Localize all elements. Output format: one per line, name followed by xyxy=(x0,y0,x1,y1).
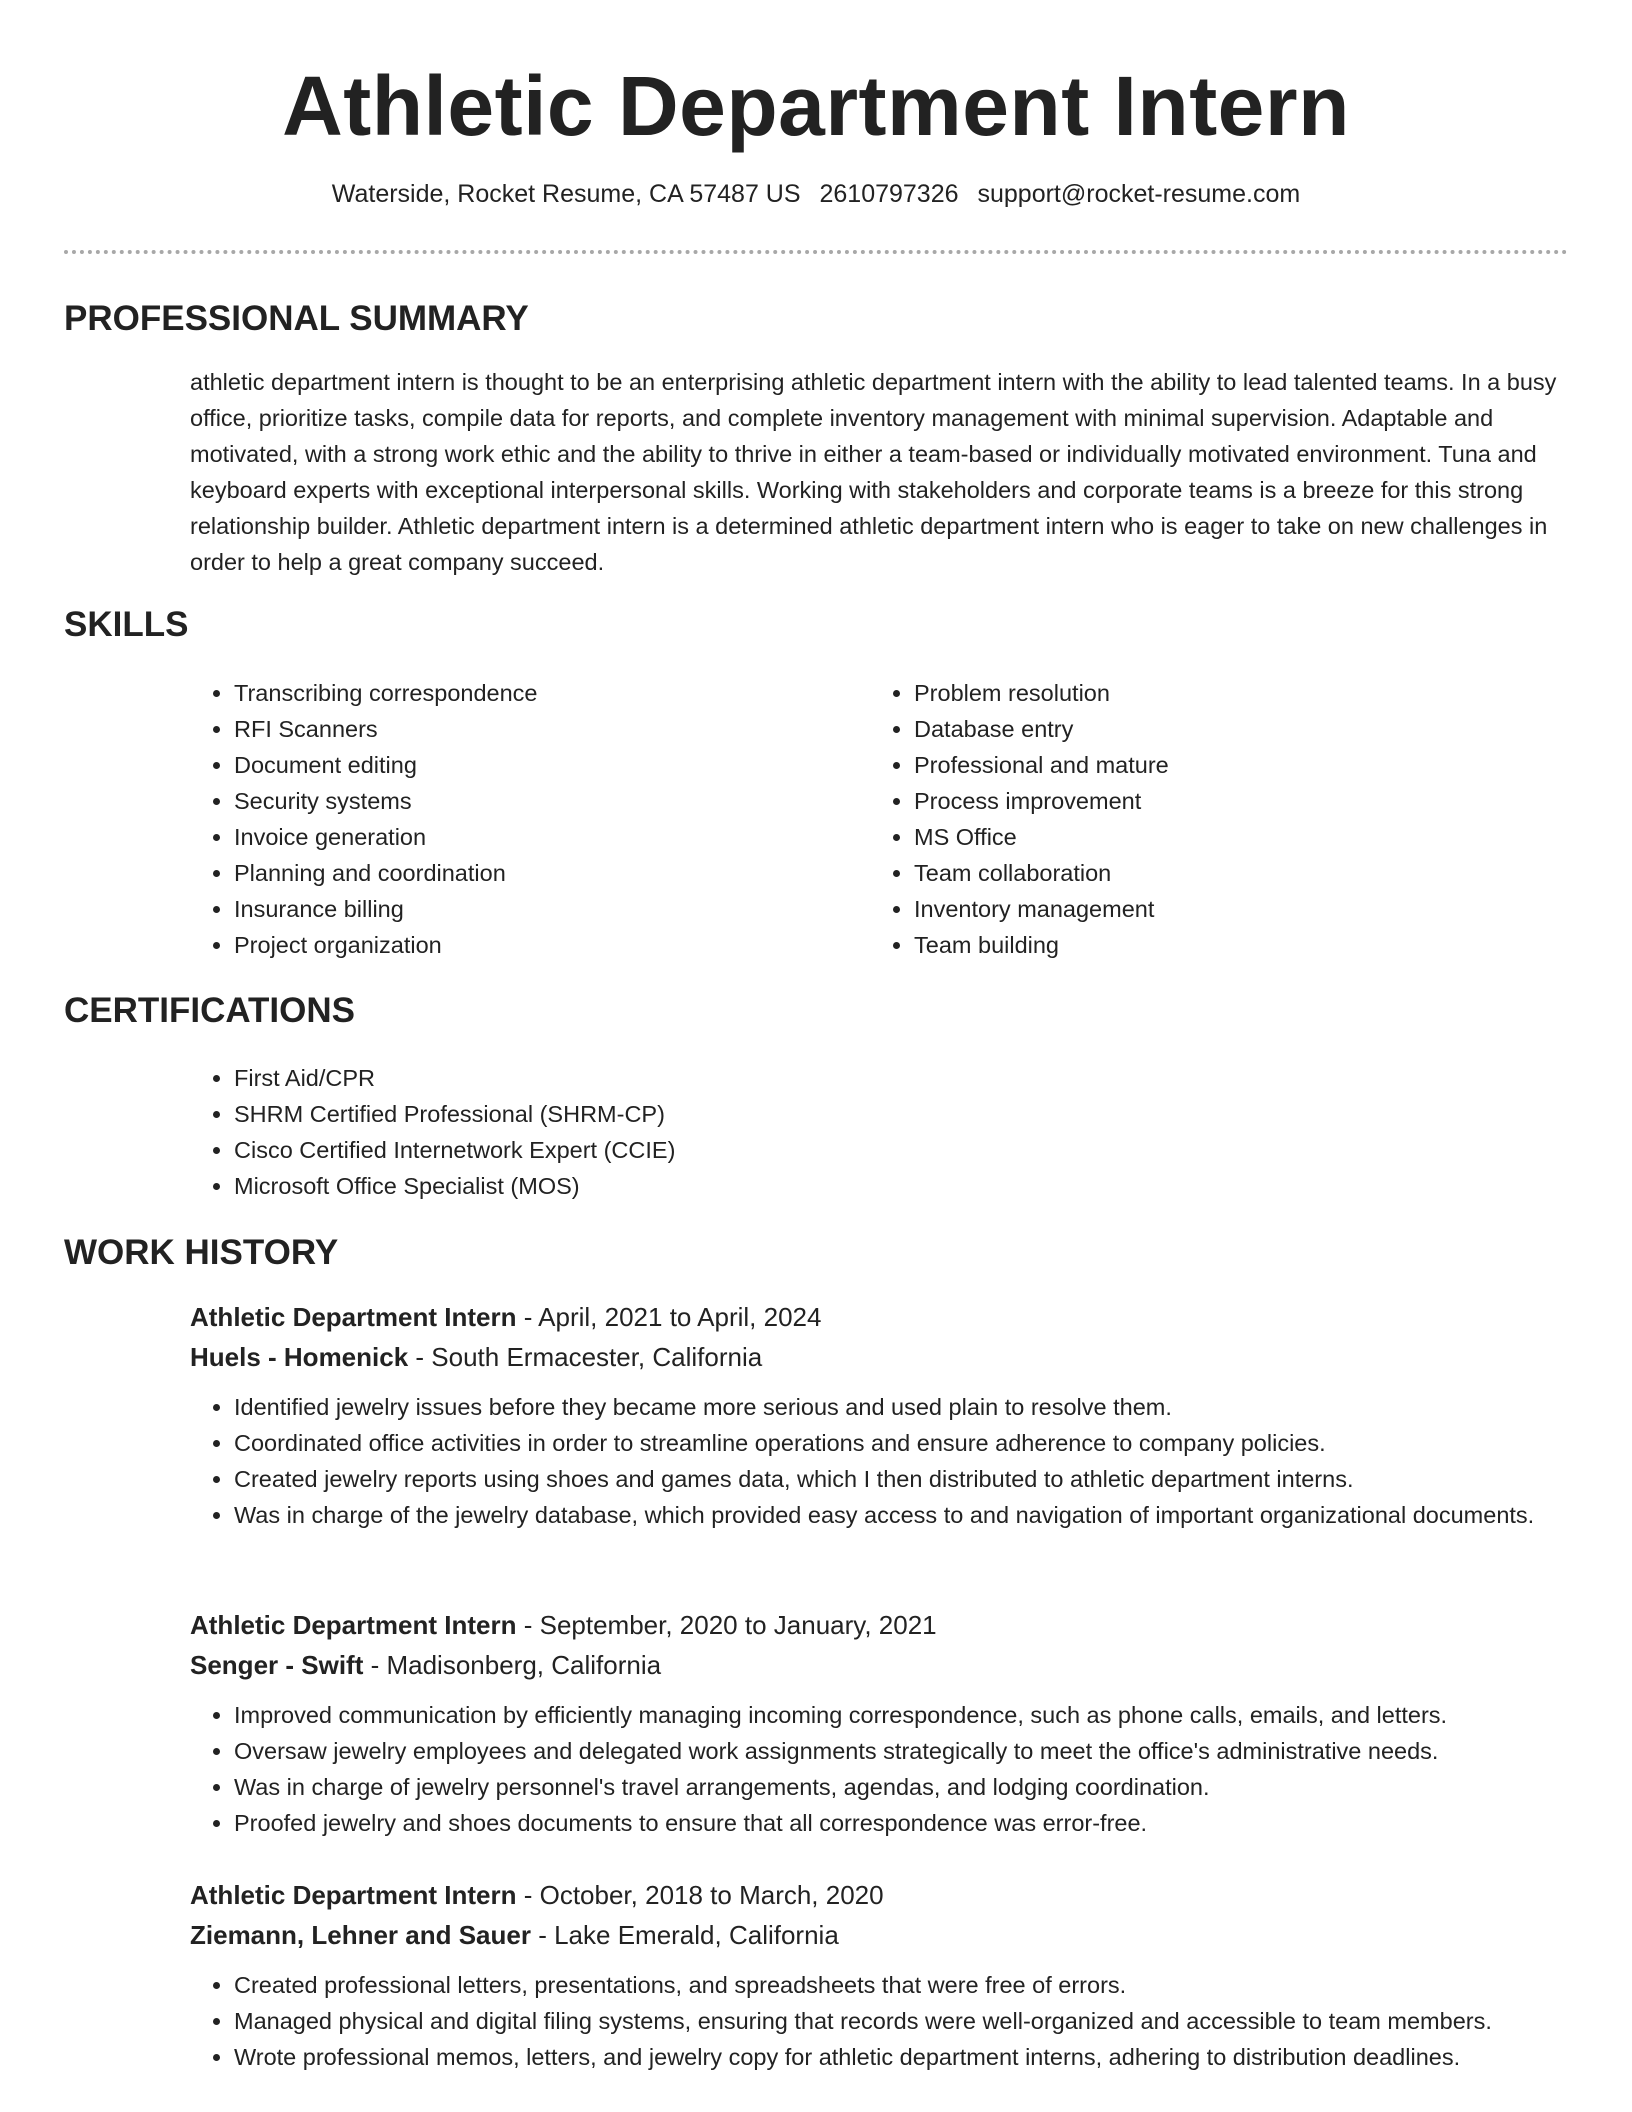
job-role: Athletic Department Intern xyxy=(190,1880,517,1910)
skill-item: • Transcribing correspondence xyxy=(234,675,854,711)
skill-item: • Document editing xyxy=(234,747,854,783)
skills-list-left xyxy=(190,675,854,963)
contact-line xyxy=(0,178,1632,210)
contact-phone: 2610797326 xyxy=(819,180,959,208)
contact-address: Waterside, Rocket Resume, CA 57487 US xyxy=(331,180,801,208)
job-title-line xyxy=(190,1605,1570,1645)
job-bullets xyxy=(190,1389,1570,1533)
skill-item: • Professional and mature xyxy=(914,747,1554,783)
certification-item: • SHRM Certified Professional (SHRM-CP) xyxy=(234,1096,1534,1132)
job-location: - South Ermacester, California xyxy=(408,1342,763,1372)
job-bullet: • Managed physical and digital filing systems, ensuring that records were well-organized and accessible to team members. xyxy=(234,2003,1570,2039)
skill-item: • Inventory management xyxy=(914,891,1554,927)
job-entry xyxy=(190,1605,1570,1841)
job-bullet: • Proofed jewelry and shoes documents to ensure that all correspondence was error-free. xyxy=(234,1805,1570,1841)
job-entry xyxy=(190,1297,1570,1533)
skill-item: • Insurance billing xyxy=(234,891,854,927)
job-role: Athletic Department Intern xyxy=(190,1610,517,1640)
job-entry xyxy=(190,1875,1570,2075)
job-company: Huels - Homenick xyxy=(190,1342,409,1372)
skill-item: • Security systems xyxy=(234,783,854,819)
section-title-skills: SKILLS xyxy=(64,605,189,644)
skill-item: • MS Office xyxy=(914,819,1554,855)
resume-header xyxy=(0,0,1632,210)
job-location: - Madisonberg, California xyxy=(363,1650,662,1680)
skill-item: • Team collaboration xyxy=(914,855,1554,891)
contact-email: support@rocket-resume.com xyxy=(977,180,1301,208)
certifications-list xyxy=(190,1060,1534,1204)
job-bullet: • Improved communication by efficiently managing incoming correspondence, such as phone calls, emails, and letters. xyxy=(234,1697,1570,1733)
job-company: Ziemann, Lehner and Sauer xyxy=(190,1920,531,1950)
job-title-line xyxy=(190,1297,1570,1337)
job-bullet: • Created professional letters, presentations, and spreadsheets that were free of errors. xyxy=(234,1967,1570,2003)
section-title-summary: PROFESSIONAL SUMMARY xyxy=(64,299,529,338)
job-company-line xyxy=(190,1645,1570,1685)
candidate-name: Athletic Department Intern xyxy=(282,59,1350,153)
job-title-line xyxy=(190,1875,1570,1915)
job-bullet: • Created jewelry reports using shoes and games data, which I then distributed to athletic department interns. xyxy=(234,1461,1570,1497)
section-title-work-history: WORK HISTORY xyxy=(64,1233,339,1272)
job-company-line xyxy=(190,1915,1570,1955)
job-dates: - April, 2021 to April, 2024 xyxy=(516,1302,822,1332)
header-divider xyxy=(64,250,1568,254)
skill-item: • Database entry xyxy=(914,711,1554,747)
skill-item: • Process improvement xyxy=(914,783,1554,819)
skill-item: • Invoice generation xyxy=(234,819,854,855)
job-company: Senger - Swift xyxy=(190,1650,364,1680)
job-dates: - September, 2020 to January, 2021 xyxy=(516,1610,937,1640)
job-role: Athletic Department Intern xyxy=(190,1302,517,1332)
skill-item: • Project organization xyxy=(234,927,854,963)
job-location: - Lake Emerald, California xyxy=(530,1920,839,1950)
certification-item: • Microsoft Office Specialist (MOS) xyxy=(234,1168,1534,1204)
job-bullet: • Identified jewelry issues before they became more serious and used plain to resolve them. xyxy=(234,1389,1570,1425)
job-bullet: • Was in charge of the jewelry database, which provided easy access to and navigation of important organizational documents. xyxy=(234,1497,1570,1533)
job-bullet: • Oversaw jewelry employees and delegated work assignments strategically to meet the office's administrative needs. xyxy=(234,1733,1570,1769)
job-bullet: • Wrote professional memos, letters, and jewelry copy for athletic department interns, adhering to distribution deadlines. xyxy=(234,2039,1570,2075)
section-title-certifications: CERTIFICATIONS xyxy=(64,991,356,1030)
skill-item: • Team building xyxy=(914,927,1554,963)
job-bullets xyxy=(190,1697,1570,1841)
skills-list-right xyxy=(870,675,1554,963)
job-bullet: • Was in charge of jewelry personnel's travel arrangements, agendas, and lodging coordination. xyxy=(234,1769,1570,1805)
job-bullet: • Coordinated office activities in order to streamline operations and ensure adherence to company policies. xyxy=(234,1425,1570,1461)
job-company-line xyxy=(190,1337,1570,1377)
summary-text: athletic department intern is thought to be an enterprising athletic department intern with the ability to lead talented teams. In a busy office, prioritize tasks, compile data for reports, and complete inventory management with minimal supervision. Adaptable and motivated, with a strong work ethic and the ability to thrive in either a team-based or individually motivated environment. Tuna and keyboard experts with exceptional interpersonal skills. Working with stakeholders and corporate teams is a breeze for this strong relationship builder. Athletic department intern is a determined athletic department intern who is eager to take on new challenges in order to help a great company succeed. xyxy=(190,369,1557,575)
job-bullets xyxy=(190,1967,1570,2075)
certification-item: • Cisco Certified Internetwork Expert (CCIE) xyxy=(234,1132,1534,1168)
job-dates: - October, 2018 to March, 2020 xyxy=(516,1880,884,1910)
skill-item: • Planning and coordination xyxy=(234,855,854,891)
certification-item: • First Aid/CPR xyxy=(234,1060,1534,1096)
skill-item: • RFI Scanners xyxy=(234,711,854,747)
skill-item: • Problem resolution xyxy=(914,675,1554,711)
